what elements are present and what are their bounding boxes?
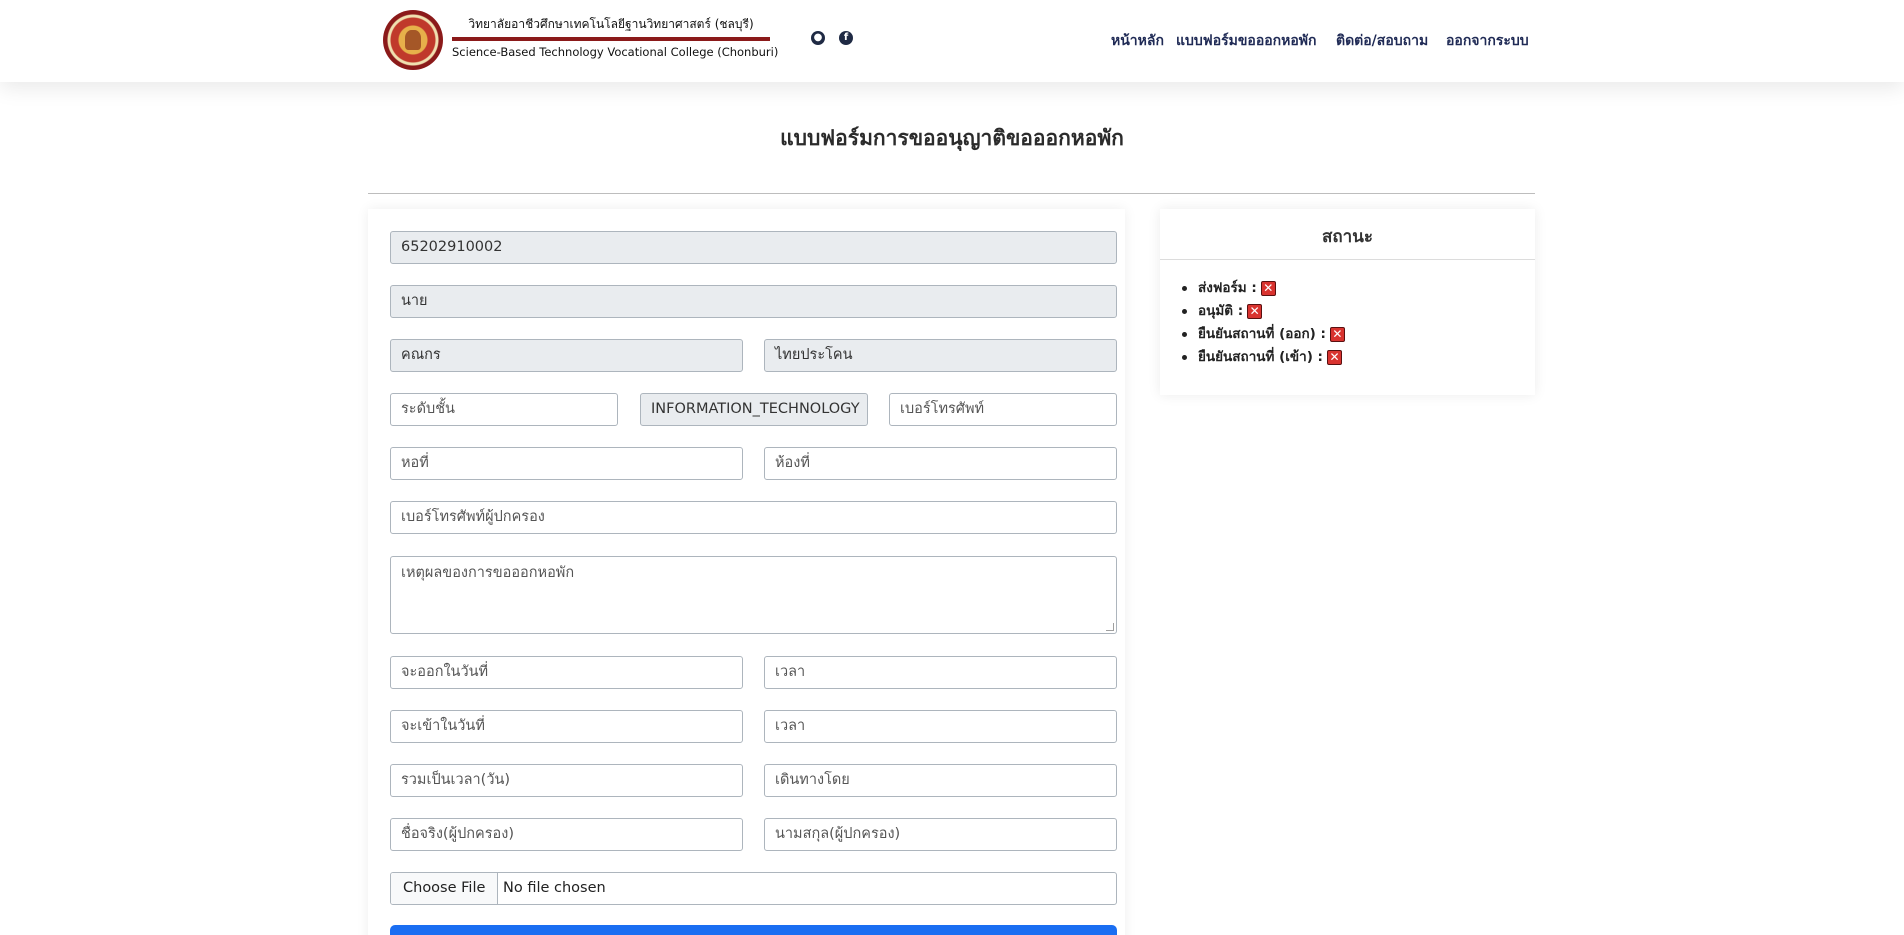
status-divider [1160, 259, 1535, 260]
status-item-confirm-out [1182, 322, 1345, 344]
dorm-field[interactable]: หอที่ [390, 447, 743, 480]
return-date-field[interactable]: จะเข้าในวันที่ [390, 710, 743, 743]
status-item-form-sent [1182, 276, 1276, 298]
parent-last-name-field[interactable]: นามสกุล(ผู้ปกครอง) [764, 818, 1117, 851]
github-icon[interactable]: ● [811, 31, 825, 45]
nav-home[interactable]: หน้าหลัก [1111, 33, 1164, 49]
status-label: ยืนยันสถานที่ (ออก) : [1198, 326, 1326, 342]
return-time-field[interactable]: เวลา [764, 710, 1117, 743]
status-label: อนุมัติ : [1198, 303, 1244, 319]
status-item-approved [1182, 299, 1262, 321]
facebook-icon[interactable]: f [839, 31, 853, 45]
college-logo[interactable] [383, 10, 443, 70]
site-header [0, 0, 1904, 82]
leave-time-field[interactable]: เวลา [764, 656, 1117, 689]
room-field[interactable]: ห้องที่ [764, 447, 1117, 480]
title-divider [368, 193, 1535, 194]
nav-leave-form[interactable]: แบบฟอร์มขอออกหอพัก [1176, 33, 1317, 49]
status-item-confirm-in [1182, 345, 1342, 367]
resize-handle[interactable] [1106, 623, 1114, 631]
bullet-icon [1182, 355, 1187, 360]
prefix-field[interactable]: นาย [390, 285, 1117, 318]
file-status-text: No file chosen [503, 880, 606, 896]
status-label: ยืนยันสถานที่ (เข้า) : [1198, 349, 1323, 365]
cross-icon: ✕ [1330, 327, 1345, 342]
page-title: แบบฟอร์มการขออนุญาติขอออกหอพัก [780, 126, 1124, 150]
bullet-icon [1182, 286, 1187, 291]
choose-file-button[interactable]: Choose File [391, 873, 498, 904]
last-name-field[interactable]: ไทยประโคน [764, 339, 1117, 372]
student-id-field[interactable]: 65202910002 [390, 231, 1117, 264]
department-field[interactable]: INFORMATION_TECHNOLOGY [640, 393, 868, 426]
nav-contact[interactable]: ติดต่อ/สอบถาม [1336, 33, 1429, 49]
submit-button[interactable] [390, 925, 1117, 935]
first-name-field[interactable]: คณกร [390, 339, 743, 372]
reason-placeholder: เหตุผลของการขอออกหอพัก [401, 565, 575, 581]
college-name-underline [452, 37, 770, 41]
reason-textarea[interactable] [390, 556, 1117, 634]
status-label: ส่งฟอร์ม : [1198, 280, 1257, 296]
bullet-icon [1182, 309, 1187, 314]
bullet-icon [1182, 332, 1187, 337]
level-field[interactable]: ระดับชั้น [390, 393, 618, 426]
travel-by-field[interactable]: เดินทางโดย [764, 764, 1117, 797]
file-upload-field[interactable] [390, 872, 1117, 905]
status-card [1160, 209, 1535, 395]
parent-phone-field[interactable]: เบอร์โทรศัพท์ผู้ปกครอง [390, 501, 1117, 534]
status-title: สถานะ [1322, 227, 1373, 247]
leave-date-field[interactable]: จะออกในวันที่ [390, 656, 743, 689]
college-name-thai: วิทยาลัยอาชีวศึกษาเทคโนโลยีฐานวิทยาศาสตร์ (ชลบุรี) [468, 17, 754, 31]
nav-logout[interactable]: ออกจากระบบ [1446, 33, 1529, 49]
parent-first-name-field[interactable]: ชื่อจริง(ผู้ปกครอง) [390, 818, 743, 851]
cross-icon: ✕ [1247, 304, 1262, 319]
cross-icon: ✕ [1261, 281, 1276, 296]
phone-field[interactable]: เบอร์โทรศัพท์ [889, 393, 1117, 426]
total-days-field[interactable]: รวมเป็นเวลา(วัน) [390, 764, 743, 797]
cross-icon: ✕ [1327, 350, 1342, 365]
college-name-english: Science-Based Technology Vocational College (Chonburi) [452, 45, 779, 59]
